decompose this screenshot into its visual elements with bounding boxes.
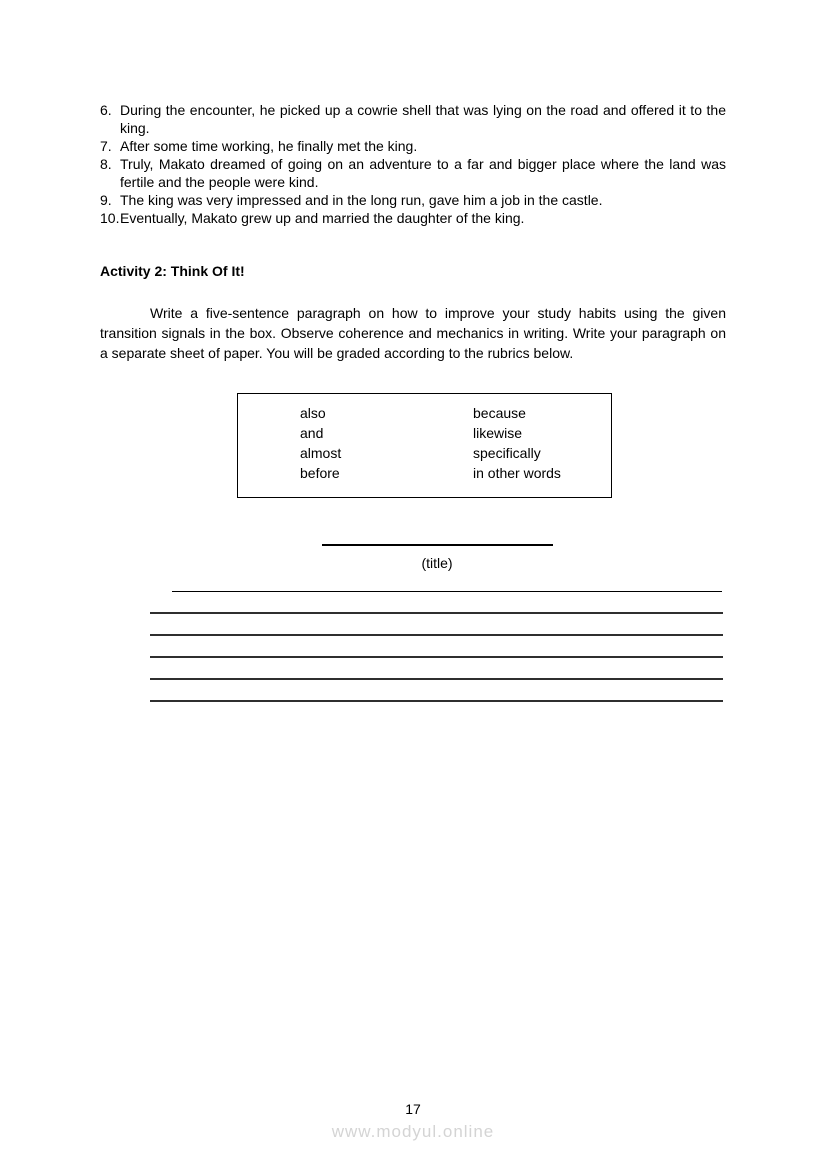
transition-word: because	[473, 405, 526, 421]
writing-line	[150, 700, 723, 702]
title-blank-line	[322, 544, 553, 546]
list-item-number: 10.	[100, 210, 120, 226]
activity-heading: Activity 2: Think Of It!	[100, 263, 245, 279]
title-caption: (title)	[421, 555, 453, 571]
transition-word: also	[300, 405, 326, 421]
list-item-number: 7.	[100, 138, 112, 154]
transition-words-box	[237, 393, 612, 498]
list-item	[100, 191, 726, 209]
list-item	[100, 101, 726, 137]
word-box-right-column	[473, 403, 611, 483]
list-item	[100, 137, 726, 155]
writing-line	[150, 678, 723, 680]
list-item-text: During the encounter, he picked up a cowrie shell that was lying on the road and offered it to the king.	[120, 102, 726, 136]
transition-word: likewise	[473, 425, 523, 441]
list-item	[100, 155, 726, 191]
watermark: www.modyul.online	[331, 1122, 495, 1141]
list-item-text: Eventually, Makato grew up and married the daughter of the king.	[120, 210, 525, 226]
transition-word: and	[300, 425, 324, 441]
writing-line	[172, 591, 722, 592]
list-item-number: 6.	[100, 102, 112, 118]
word-box-left-column	[300, 403, 473, 483]
transition-word: before	[300, 465, 340, 481]
sentence-list	[100, 101, 726, 227]
writing-line	[150, 612, 723, 614]
transition-word: almost	[300, 445, 342, 461]
list-item-text: After some time working, he finally met the king.	[120, 138, 418, 154]
page-number: 17	[405, 1101, 421, 1117]
list-item-number: 8.	[100, 156, 112, 172]
list-item-number: 9.	[100, 192, 112, 208]
writing-lines	[100, 591, 726, 702]
writing-line	[150, 634, 723, 636]
activity-instructions: Write a five-sentence paragraph on how to improve your study habits using the given transition signals in the box. Observe coherence and mechanics in writing. Write your paragraph on a separate sheet of paper. You will be graded according to the rubrics below.	[100, 305, 726, 361]
writing-line	[150, 656, 723, 658]
title-area	[124, 536, 750, 572]
transition-word: specifically	[473, 445, 541, 461]
transition-word: in other words	[473, 465, 561, 481]
list-item	[100, 209, 726, 227]
list-item-text: Truly, Makato dreamed of going on an adventure to a far and bigger place where the land was fertile and the people were kind.	[120, 156, 726, 190]
list-item-text: The king was very impressed and in the long run, gave him a job in the castle.	[120, 192, 603, 208]
